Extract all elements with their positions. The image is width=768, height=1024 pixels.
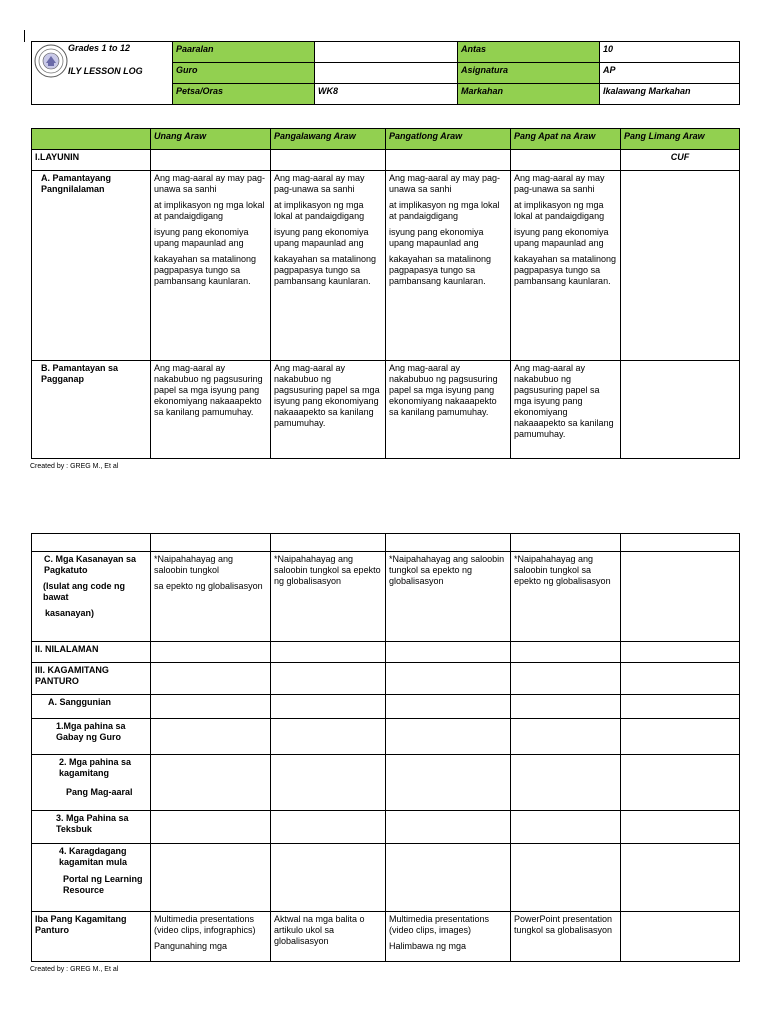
- layunin-day5[interactable]: CUF: [621, 150, 740, 171]
- table-cell: [511, 534, 621, 552]
- mag-aaral-line1: 2. Mga pahina sa kagamitang: [59, 757, 132, 778]
- table-cell[interactable]: *Naipahahayag ang saloobin tungkol sa epekto ng globalisasyon: [386, 552, 511, 642]
- table-cell[interactable]: [511, 695, 621, 719]
- pamantayang-pangnilalaman-label: A. Pamantayang Pangnilalaman: [32, 171, 151, 361]
- mga-kasanayan-label: [32, 552, 151, 642]
- table-cell[interactable]: [386, 755, 511, 811]
- cell-paragraph: isyung pang ekonomiya upang mapaunlad ang: [389, 227, 484, 248]
- cell-paragraph: *Naipahahayag ang saloobin tungkol: [154, 554, 234, 575]
- cell-paragraph: Multimedia presentations (video clips, images): [389, 914, 490, 935]
- table-cell[interactable]: [621, 719, 740, 755]
- table-cell[interactable]: [271, 642, 386, 663]
- gabay-ng-guro-label: 1.Mga pahina sa Gabay ng Guro: [32, 719, 151, 755]
- column-header: Pang Limang Araw: [621, 129, 740, 150]
- table-cell[interactable]: [511, 811, 621, 844]
- cell-paragraph: Ang mag-aaral ay may pag-unawa sa sanhi: [514, 173, 605, 194]
- cell-paragraph: isyung pang ekonomiya upang mapaunlad ang: [154, 227, 249, 248]
- table-cell[interactable]: [621, 361, 740, 459]
- kagamitang-panturo-label: III. KAGAMITANG PANTURO: [32, 663, 151, 695]
- cell-paragraph: Halimbawa ng mga: [389, 941, 467, 951]
- table-cell[interactable]: [151, 844, 271, 912]
- table-cell[interactable]: [511, 844, 621, 912]
- mag-aaral-line2: Pang Mag-aaral: [66, 787, 133, 797]
- table-cell[interactable]: [386, 695, 511, 719]
- table-cell[interactable]: *Naipahahayag ang saloobin tungkol sa epekto ng globalisasyon: [271, 552, 386, 642]
- lesson-table-page2: [31, 533, 740, 962]
- table-cell[interactable]: Aktwal na mga balita o artikulo ukol sa globalisasyon: [271, 912, 386, 962]
- kasanayan-note-end: kasanayan): [45, 608, 95, 618]
- kasanayan-title: C. Mga Kasanayan sa Pagkatuto: [44, 554, 137, 575]
- cell-paragraph: Ang mag-aaral ay may pag-unawa sa sanhi: [274, 173, 365, 194]
- credit-text: Created by : GREG M., Et al: [30, 463, 119, 470]
- karagdagang-kagamitan-label: [32, 844, 151, 912]
- table-cell: [271, 534, 386, 552]
- markahan-label: Markahan: [458, 84, 600, 105]
- table-cell[interactable]: [621, 171, 740, 361]
- layunin-label: I.LAYUNIN: [32, 150, 151, 171]
- column-header: Pangalawang Araw: [271, 129, 386, 150]
- cell-paragraph: kakayahan sa matalinong pagpapasya tungo sa pambansang kaunlaran.: [274, 254, 377, 286]
- cell-paragraph: Multimedia presentations (video clips, infographics): [154, 914, 256, 935]
- text-cursor: [24, 30, 25, 42]
- cell-paragraph: at implikasyon ng mga lokal at pandaigdigang: [514, 200, 605, 221]
- nilalaman-label: II. NILALAMAN: [32, 642, 151, 663]
- teksbuk-label: 3. Mga Pahina sa Teksbuk: [32, 811, 151, 844]
- column-header: Pangatlong Araw: [386, 129, 511, 150]
- column-header: Unang Araw: [151, 129, 271, 150]
- table-cell[interactable]: [511, 719, 621, 755]
- table-cell[interactable]: [386, 912, 511, 962]
- table-cell[interactable]: [511, 171, 621, 361]
- asignatura-label: Asignatura: [458, 63, 600, 84]
- table-cell[interactable]: Ang mag-aaral ay nakabubuo ng pagsusuring papel sa mga isyung pang ekonomiyang nakaaapekto sa kanilang pamumuhay.: [511, 361, 621, 459]
- table-cell[interactable]: [386, 171, 511, 361]
- table-cell: [621, 534, 740, 552]
- table-cell[interactable]: [386, 150, 511, 171]
- table-cell[interactable]: PowerPoint presentation tungkol sa globalisasyon: [511, 912, 621, 962]
- logo-cell: [32, 42, 173, 105]
- grades-label: Grades 1 to 12: [68, 43, 131, 53]
- table-cell[interactable]: [511, 663, 621, 695]
- table-cell[interactable]: [511, 642, 621, 663]
- petsa-label: Petsa/Oras: [173, 84, 315, 105]
- table-cell[interactable]: [511, 755, 621, 811]
- iba-pang-kagamitan-label: Iba Pang Kagamitang Panturo: [32, 912, 151, 962]
- petsa-value[interactable]: WK8: [315, 84, 458, 105]
- table-cell[interactable]: [271, 663, 386, 695]
- guro-value[interactable]: [315, 63, 458, 84]
- deped-seal-icon: [34, 44, 68, 78]
- table-cell[interactable]: [271, 171, 386, 361]
- markahan-value[interactable]: Ikalawang Markahan: [600, 84, 740, 105]
- table-cell[interactable]: [511, 150, 621, 171]
- table-cell[interactable]: [271, 755, 386, 811]
- karagdagang-line2: Portal ng Learning Resource: [63, 874, 143, 895]
- table-cell[interactable]: [386, 719, 511, 755]
- table-cell[interactable]: [621, 663, 740, 695]
- table-cell[interactable]: [386, 642, 511, 663]
- cell-paragraph: at implikasyon ng mga lokal at pandaigdigang: [274, 200, 365, 221]
- asignatura-value[interactable]: AP: [600, 63, 740, 84]
- table-cell[interactable]: [151, 811, 271, 844]
- table-cell[interactable]: [151, 912, 271, 962]
- kasanayan-note: (Isulat ang code ng bawat: [43, 581, 126, 602]
- table-cell[interactable]: [271, 150, 386, 171]
- paaralan-value[interactable]: [315, 42, 458, 63]
- table-cell[interactable]: [271, 844, 386, 912]
- table-cell[interactable]: [621, 642, 740, 663]
- header-table: [31, 41, 740, 105]
- cell-paragraph: isyung pang ekonomiya upang mapaunlad ang: [514, 227, 609, 248]
- cell-paragraph: at implikasyon ng mga lokal at pandaigdigang: [154, 200, 265, 221]
- table-cell[interactable]: [151, 755, 271, 811]
- table-cell[interactable]: [151, 150, 271, 171]
- table-cell[interactable]: [621, 755, 740, 811]
- table-cell: [32, 534, 151, 552]
- table-cell[interactable]: [151, 171, 271, 361]
- table-cell[interactable]: *Naipahahayag ang saloobin tungkol sa epekto ng globalisasyon: [511, 552, 621, 642]
- table-cell[interactable]: [151, 642, 271, 663]
- table-cell: [386, 534, 511, 552]
- guro-label: Guro: [173, 63, 315, 84]
- table-cell[interactable]: [386, 844, 511, 912]
- table-cell[interactable]: [151, 552, 271, 642]
- credit-text: Created by : GREG M., Et al: [30, 966, 119, 973]
- table-cell[interactable]: [151, 719, 271, 755]
- table-cell[interactable]: Ang mag-aaral ay nakabubuo ng pagsusuring papel sa mga isyung pang ekonomiyang nakaaapekto sa kanilang pamumuhay.: [271, 361, 386, 459]
- table-cell[interactable]: Ang mag-aaral ay nakabubuo ng pagsusuring papel sa mga isyung pang ekonomiyang nakaaapekto sa kanilang pamumuhay.: [151, 361, 271, 459]
- table-cell[interactable]: [386, 663, 511, 695]
- sanggunian-label: A. Sanggunian: [32, 695, 151, 719]
- table-cell[interactable]: [271, 811, 386, 844]
- column-header: Pang Apat na Araw: [511, 129, 621, 150]
- antas-value[interactable]: 10: [600, 42, 740, 63]
- antas-label: Antas: [458, 42, 600, 63]
- table-cell[interactable]: [621, 552, 740, 642]
- cell-paragraph: kakayahan sa matalinong pagpapasya tungo sa pambansang kaunlaran.: [514, 254, 617, 286]
- cell-paragraph: Ang mag-aaral ay may pag-unawa sa sanhi: [389, 173, 501, 194]
- table-cell[interactable]: [621, 912, 740, 962]
- table-cell[interactable]: [271, 719, 386, 755]
- cell-paragraph: kakayahan sa matalinong pagpapasya tungo sa pambansang kaunlaran.: [389, 254, 492, 286]
- table-cell[interactable]: [386, 811, 511, 844]
- cell-paragraph: Ang mag-aaral ay may pag-unawa sa sanhi: [154, 173, 266, 194]
- table-cell[interactable]: [621, 695, 740, 719]
- karagdagang-line1: 4. Karagdagang kagamitan mula: [59, 846, 128, 867]
- table-cell[interactable]: [151, 663, 271, 695]
- cell-paragraph: Pangunahing mga: [154, 941, 228, 951]
- table-cell[interactable]: [151, 695, 271, 719]
- pamantayan-sa-pagganap-label: B. Pamantayan sa Pagganap: [32, 361, 151, 459]
- table-cell: [151, 534, 271, 552]
- column-header: [32, 129, 151, 150]
- cell-paragraph: sa epekto ng globalisasyon: [154, 581, 263, 591]
- table-cell[interactable]: [271, 695, 386, 719]
- cell-paragraph: at implikasyon ng mga lokal at pandaigdigang: [389, 200, 500, 221]
- table-cell[interactable]: Ang mag-aaral ay nakabubuo ng pagsusuring papel sa mga isyung pang ekonomiyang nakaaapekto sa kanilang pamumuhay.: [386, 361, 511, 459]
- table-cell[interactable]: [621, 844, 740, 912]
- lesson-table-page1: [31, 128, 740, 459]
- lesson-log-title: ILY LESSON LOG: [68, 66, 143, 76]
- cell-paragraph: isyung pang ekonomiya upang mapaunlad ang: [274, 227, 369, 248]
- table-cell[interactable]: [621, 811, 740, 844]
- cell-paragraph: kakayahan sa matalinong pagpapasya tungo sa pambansang kaunlaran.: [154, 254, 257, 286]
- paaralan-label: Paaralan: [173, 42, 315, 63]
- mag-aaral-label: [32, 755, 151, 811]
